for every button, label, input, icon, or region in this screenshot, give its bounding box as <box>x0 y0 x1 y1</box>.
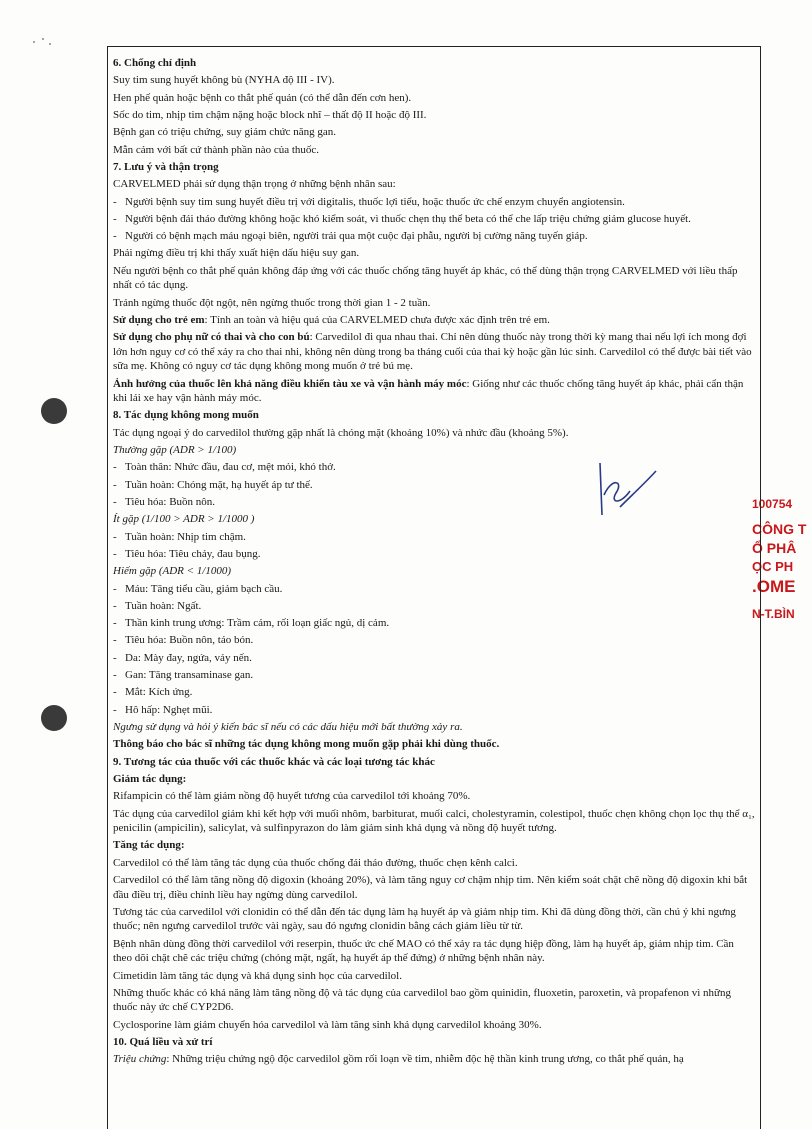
scan-marks <box>30 30 60 52</box>
contraindication: Mẫn cảm với bất cứ thành phần nào của thuốc. <box>113 143 320 156</box>
precaution-item: - Người bệnh suy tim sung huyết điều trị với digitalis, thuốc lợi tiểu, hoặc thuốc ức chế enzym chuyển angiotensin. <box>113 195 755 210</box>
interaction-text: Cimetidin làm tăng tác dụng và khả dụng sinh học của carvedilol. <box>113 969 402 982</box>
overdose-symptoms-text: : Những triệu chứng ngộ độc carvedilol gồm rối loạn về tim, nhiễm độc hệ thần kinh trung ương, co thắt phế quản, hạ <box>166 1053 684 1066</box>
stamp-line: CÔNG T <box>752 521 807 538</box>
children-use-text: : Tính an toàn và hiệu quả của CARVELMED chưa được xác định trên trẻ em. <box>204 313 550 326</box>
precaution-intro: CARVELMED phải sử dụng thận trọng ở những bệnh nhân sau: <box>113 178 396 191</box>
interaction-text: Bệnh nhân dùng đồng thời carvedilol với reserpin, thuốc ức chế MAO có thể xảy ra tác dụng hiệp đồng, làm hạ huyết áp, giảm nhịp tim. Cần theo dõi chặt chẽ các triệu chứng (chóng mặt, ngất, hạ huyết áp thế đứng) ở những bệnh nhân này. <box>113 937 734 965</box>
pregnancy-use-text: : Carvedilol đi qua nhau thai. Chỉ nên dùng thuốc này trong thời kỳ mang thai nếu lợi ích mong đợi lớn hơn nguy cơ có thể xảy ra cho thai nhi, không nên dùng trong ba tháng cuối của thai kỳ hoặc gần lúc sinh. Carvedilol có thể được bài tiết vào sữa mẹ. Không có nguy cơ tác dụng không mong muốn ở trẻ bú mẹ. <box>113 331 752 373</box>
stamp-line: 100754 <box>752 497 793 511</box>
stamp-line: Ổ PHÂ <box>752 540 797 557</box>
adverse-item: - Máu: Tăng tiểu cầu, giảm bạch cầu. <box>113 582 755 597</box>
increase-label: Tăng tác dụng: <box>113 839 185 852</box>
pregnancy-use <box>113 330 755 374</box>
children-use <box>113 313 755 328</box>
frequency-label: Ít gặp (1/100 > ADR > 1/1000 ) <box>113 513 255 526</box>
frequency-label: Thường gặp (ADR > 1/100) <box>113 444 237 456</box>
section-7-title: 7. Lưu ý và thận trọng <box>113 160 219 173</box>
adverse-item: - Tiêu hóa: Buồn nôn. <box>113 495 755 510</box>
section-9-title: 9. Tương tác của thuốc với các thuốc khác và các loại tương tác khác <box>113 755 435 768</box>
interaction-text: Những thuốc khác có khả năng làm tăng nồng độ và tác dụng của carvedilol bao gồm quinidin, fluoxetin, paroxetin, và propafenon vì những thuốc này ức chế CYP2D6. <box>113 986 731 1014</box>
children-use-label: Sử dụng cho trẻ em <box>113 313 205 326</box>
adverse-item: - Tiêu hóa: Buồn nôn, táo bón. <box>113 633 755 648</box>
section-8-title: 8. Tác dụng không mong muốn <box>113 409 259 422</box>
adverse-item: - Tiêu hóa: Tiêu chảy, đau bụng. <box>113 547 755 562</box>
adverse-item: - Gan: Tăng transaminase gan. <box>113 668 755 683</box>
driving-effect <box>113 377 755 406</box>
contraindication: Suy tim sung huyết không bù (NYHA độ III - IV). <box>113 74 335 87</box>
interaction-text: Tác dụng của carvedilol giảm khi kết hợp với muối nhôm, barbiturat, muối calci, cholestyramin, colestipol, thuốc chẹn không chọn lọc thụ thể α₁, penicilin (ampicilin), salicylat, và sulfinpyrazon do làm giảm sinh khả dụng và nồng độ huyết tương. <box>113 807 755 835</box>
company-stamp <box>752 496 812 623</box>
adverse-item: - Thần kinh trung ương: Trầm cảm, rối loạn giấc ngủ, dị cảm. <box>113 616 755 631</box>
leaflet-text <box>113 56 755 1067</box>
driving-effect-text: : Giống như các thuốc chống tăng huyết áp khác, phải cẩn thận khi lái xe hay vận hành máy móc. <box>113 377 744 405</box>
frequency-label: Hiếm gặp (ADR < 1/1000) <box>113 565 232 578</box>
adverse-item: - Tuần hoàn: Chóng mặt, hạ huyết áp tư thế. <box>113 478 755 493</box>
adverse-item: - Tuần hoàn: Ngất. <box>113 599 755 614</box>
interaction-text: Carvedilol có thể làm tăng tác dụng của thuốc chống đái tháo đường, thuốc chẹn kênh calci. <box>113 856 518 869</box>
adverse-intro: Tác dụng ngoại ý do carvedilol thường gặp nhất là chóng mặt (khoảng 10%) và nhức đầu (khoảng 5%). <box>113 426 569 439</box>
adverse-item: - Hô hấp: Nghẹt mũi. <box>113 703 755 718</box>
decrease-label: Giảm tác dụng: <box>113 772 187 785</box>
adverse-item: - Da: Mày đay, ngứa, vảy nến. <box>113 651 755 666</box>
section-6-title: 6. Chống chỉ định <box>113 57 197 69</box>
adverse-note: Ngưng sử dụng và hỏi ý kiến bác sĩ nếu có các dấu hiệu mới bất thường xảy ra. <box>113 721 463 733</box>
stamp-line: ỌC PH <box>752 558 794 574</box>
punch-hole <box>41 398 67 424</box>
interaction-text: Carvedilol có thể làm tăng nồng độ digoxin (khoảng 20%), và làm tăng nguy cơ chậm nhịp tim. Nên kiểm soát chặt chẽ nồng độ digoxin khi bắt đầu điều trị, điều chỉnh liều hay ngừng dùng carvedilol. <box>113 874 748 901</box>
section-10-title: 10. Quá liều và xử trí <box>113 1035 213 1048</box>
precaution-text: Tránh ngừng thuốc đột ngột, nên ngừng thuốc trong thời gian 1 - 2 tuần. <box>113 296 431 309</box>
precaution-item: - Người có bệnh mạch máu ngoại biên, người trải qua một cuộc đại phẫu, người bị cường năng tuyến giáp. <box>113 229 755 244</box>
interaction-text: Tương tác của carvedilol với clonidin có thể dẫn đến tác dụng làm hạ huyết áp và giảm nhịp tim. Khi đã dùng đồng thời, cần chú ý khi ngưng thuốc; nên ngưng carvedilol trước vài ngày, sau đó ngưng clonidin bằng cách giảm liều từ từ. <box>113 905 736 933</box>
overdose-symptoms <box>113 1052 755 1067</box>
precaution-text: Phải ngừng điều trị khi thấy xuất hiện dấu hiệu suy gan. <box>113 247 360 260</box>
adverse-item: - Toàn thân: Nhức đầu, đau cơ, mệt mỏi, khó thở. <box>113 460 755 475</box>
precaution-item: - Người bệnh đái tháo đường không hoặc khó kiểm soát, vì thuốc chẹn thụ thể beta có thể che lấp triệu chứng giảm glucose huyết. <box>113 212 755 227</box>
adverse-item: - Mắt: Kích ứng. <box>113 685 755 700</box>
punch-hole <box>41 705 67 731</box>
stamp-line: .OME <box>752 576 796 596</box>
pregnancy-use-label: Sử dụng cho phụ nữ có thai và cho con bú <box>113 331 310 344</box>
interaction-text: Rifampicin có thể làm giảm nồng độ huyết tương của carvedilol tới khoảng 70%. <box>113 790 471 803</box>
document-frame <box>107 46 761 1129</box>
precaution-text: Nếu người bệnh co thắt phế quản không đáp ứng với các thuốc chống tăng huyết áp khác, có thể dùng thận trọng CARVELMED với liều thấp nhất có tác dụng. <box>113 264 738 292</box>
interaction-text: Cyclosporine làm giảm chuyển hóa carvedilol và làm tăng sinh khả dụng carvedilol khoảng 30%. <box>113 1018 542 1031</box>
contraindication: Hen phế quản hoặc bệnh co thắt phế quản (có thể dẫn đến cơn hen). <box>113 91 412 104</box>
contraindication: Sốc do tim, nhịp tim chậm nặng hoặc block nhĩ – thất độ II hoặc độ III. <box>113 108 427 121</box>
overdose-symptoms-label: Triệu chứng <box>113 1053 167 1066</box>
contraindication: Bệnh gan có triệu chứng, suy giảm chức năng gan. <box>113 126 337 139</box>
stamp-line: N-T.BÌN <box>752 607 795 622</box>
driving-effect-label: Ảnh hưởng của thuốc lên khả năng điều khiển tàu xe và vận hành máy móc <box>113 377 467 390</box>
adverse-item: - Tuần hoàn: Nhịp tim chậm. <box>113 530 755 545</box>
adverse-notice: Thông báo cho bác sĩ những tác dụng không mong muốn gặp phải khi dùng thuốc. <box>113 738 500 751</box>
